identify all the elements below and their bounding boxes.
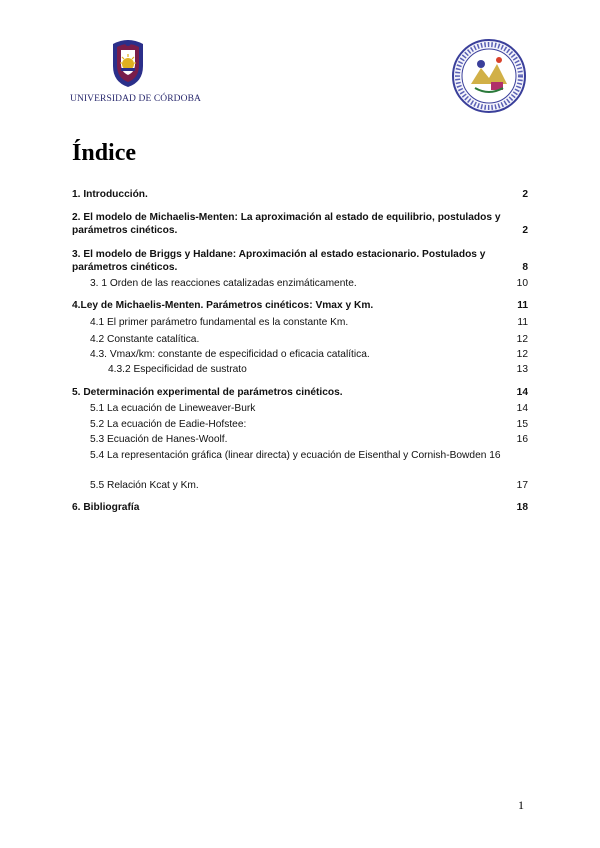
toc-entry-page: 13 xyxy=(516,364,528,375)
toc-entry xyxy=(72,479,528,492)
toc-entry-page: 2 xyxy=(522,225,528,236)
toc-entry xyxy=(72,449,528,462)
toc-entry-page: 2 xyxy=(522,189,528,200)
toc-entry-text: 5.3 Ecuación de Hanes-Woolf. xyxy=(90,434,228,445)
toc-entry-page: 14 xyxy=(516,403,528,414)
toc-entry xyxy=(72,363,528,376)
toc-entry xyxy=(72,277,528,290)
toc-entry-text: 6. Bibliografía xyxy=(72,502,140,513)
toc-entry-page: 18 xyxy=(516,502,528,513)
toc-entry xyxy=(72,402,528,415)
toc-entry-page: 8 xyxy=(522,262,528,273)
toc-entry-text: 5.2 La ecuación de Eadie-Hofstee: xyxy=(90,419,247,430)
toc-entry-text: 3. 1 Orden de las reacciones catalizadas enzimáticamente. xyxy=(90,278,357,289)
toc-entry-page: 10 xyxy=(516,278,528,289)
toc-entry-text: 5.5 Relación Kcat y Km. xyxy=(90,480,199,491)
toc-entry-text: 3. El modelo de Briggs y Haldane: Aproximación al estado estacionario. Postulados y parámetros cinéticos. xyxy=(72,249,486,273)
toc-entry-text: 1. Introducción. xyxy=(72,189,148,200)
toc-entry xyxy=(72,433,528,446)
university-name: UNIVERSIDAD DE CÓRDOBA xyxy=(70,94,201,104)
toc-entry-text: 2. El modelo de Michaelis-Menten: La aproximación al estado de equilibrio, postulados y parámetros cinéticos. xyxy=(72,212,501,236)
toc-entry xyxy=(72,333,528,346)
toc-entry xyxy=(72,386,528,399)
toc-entry-text: 5.1 La ecuación de Lineweaver-Burk xyxy=(90,403,256,414)
toc-entry-page: 11 xyxy=(517,317,528,328)
toc-entry-text: 4.3. Vmax/km: constante de especificidad o eficacia catalítica. xyxy=(90,349,370,360)
toc-entry-page: 17 xyxy=(516,480,528,491)
toc-entry xyxy=(72,501,528,514)
toc-entry xyxy=(72,299,528,312)
toc-entry xyxy=(72,188,528,201)
toc-entry-page: 15 xyxy=(516,419,528,430)
university-crest-icon xyxy=(107,38,149,88)
toc-entry-text: 4.Ley de Michaelis-Menten. Parámetros cinéticos: Vmax y Km. xyxy=(72,300,374,311)
toc-entry xyxy=(72,348,528,361)
page-number: 1 xyxy=(518,798,524,812)
toc-entry-page: 16 xyxy=(516,434,528,445)
toc-entry-text: 5. Determinación experimental de parámetros cinéticos. xyxy=(72,387,343,398)
toc-entry-text: 5.4 La representación gráfica (linear directa) y ecuación de Eisenthal y Cornish-Bowden 16 xyxy=(90,450,501,461)
toc-entry-text: 4.1 El primer parámetro fundamental es la constante Km. xyxy=(90,317,349,328)
toc-entry xyxy=(72,316,528,329)
page-title: Índice xyxy=(72,140,137,166)
toc-entry xyxy=(72,248,528,274)
toc-entry-text: 4.2 Constante catalítica. xyxy=(90,334,200,345)
faculty-seal-icon xyxy=(451,38,527,114)
toc-entry xyxy=(72,418,528,431)
toc-entry-page: 11 xyxy=(517,300,528,311)
toc-entry xyxy=(72,211,528,237)
toc-entry-text: 4.3.2 Especificidad de sustrato xyxy=(108,364,247,375)
toc-entry-page: 14 xyxy=(516,387,528,398)
university-logo xyxy=(70,38,201,110)
toc-entry-page: 12 xyxy=(516,349,528,360)
toc-entry-page: 12 xyxy=(516,334,528,345)
